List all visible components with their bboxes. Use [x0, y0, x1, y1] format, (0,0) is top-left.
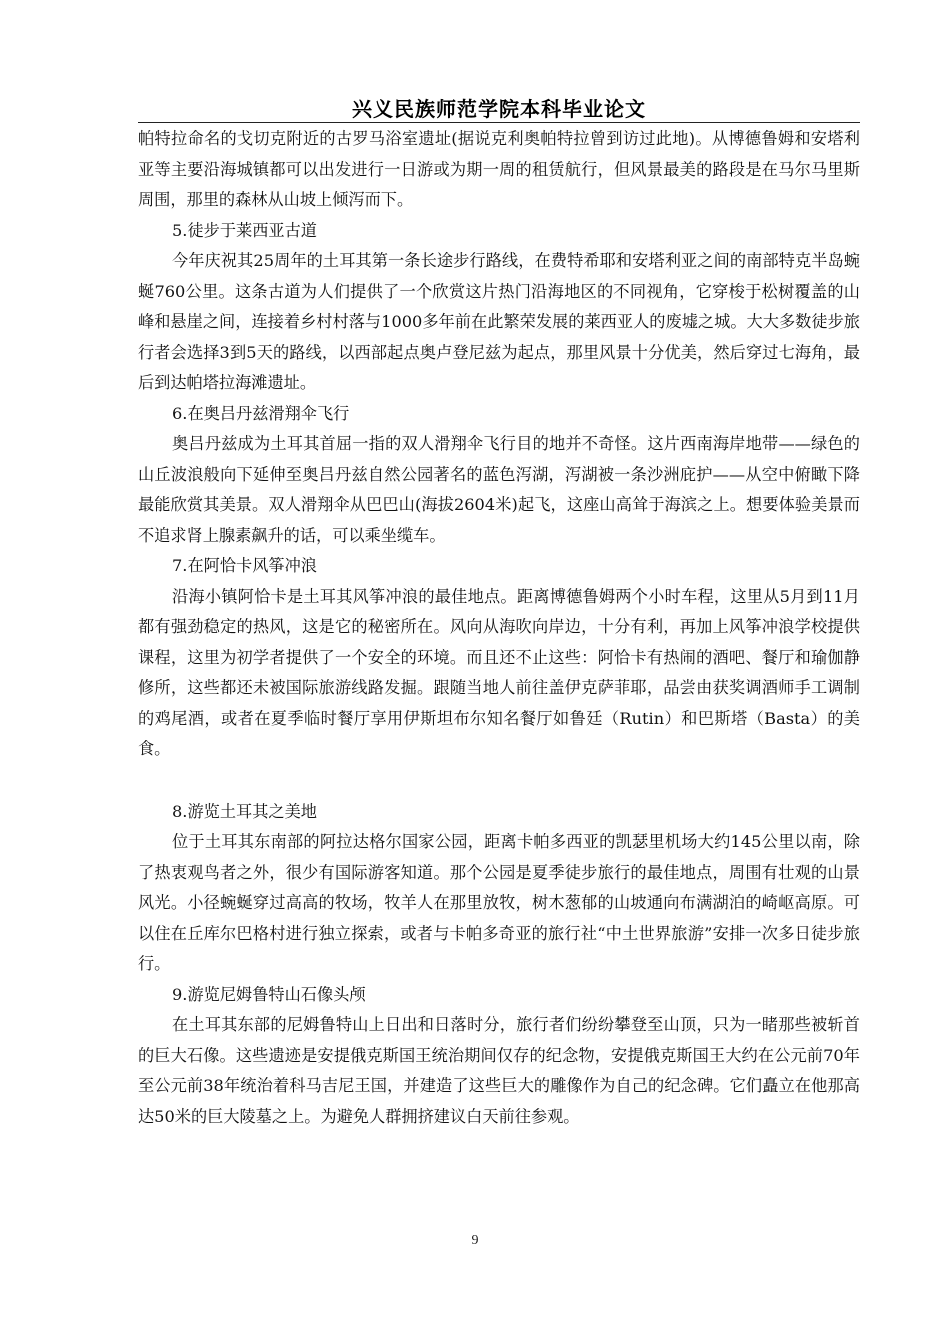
body-paragraph: 位于土耳其东南部的阿拉达格尔国家公园，距离卡帕多西亚的凯瑟里机场大约145公里以南，除了热衷观鸟者之外，很少有国际游客知道。那个公园是夏季徒步旅行的最佳地点，周围有壮观的山景风光。小径蜿蜒穿过高高的牧场，牧羊人在那里放牧，树木葱郁的山坡通向布满湖泊的崎岖高原。可以住在丘库尔巴格村进行独立探索，或者与卡帕多奇亚的旅行社“中土世界旅游”安排一次多日徒步旅行。	[138, 832, 860, 973]
blank-line	[138, 765, 860, 797]
document-body	[138, 124, 860, 1132]
section-heading: 7.在阿恰卡风筝冲浪	[172, 556, 317, 575]
body-paragraph: 在土耳其东部的尼姆鲁特山上日出和日落时分，旅行者们纷纷攀登至山顶，只为一睹那些被斩首的巨大石像。这些遗迹是安提俄克斯国王统治期间仅存的纪念物，安提俄克斯国王大约在公元前70年至公元前38年统治着科马吉尼王国，并建造了这些巨大的雕像作为自己的纪念碑。它们矗立在他那高达50米的巨大陵墓之上。为避免人群拥挤建议白天前往参观。	[138, 1015, 860, 1126]
section-heading: 6.在奥吕丹兹滑翔伞飞行	[172, 403, 350, 423]
page-header	[138, 88, 860, 123]
section-heading: 9.游览尼姆鲁特山石像头颅	[172, 984, 366, 1004]
body-paragraph: 今年庆祝其25周年的土耳其第一条长途步行路线，在费特希耶和安塔利亚之间的南部特克半岛蜿蜒760公里。这条古道为人们提供了一个欣赏这片热门沿海地区的不同视角，它穿梭于松树覆盖的山峰和悬崖之间，连接着乡村村落与1000多年前在此繁荣发展的莱西亚人的废墟之城。大大多数徒步旅行者会选择3到5天的路线，以西部起点奥卢登尼兹为起点，那里风景十分优美，然后穿过七海角，最后到达帕塔拉海滩遗址。	[138, 251, 860, 392]
body-paragraph: 沿海小镇阿恰卡是土耳其风筝冲浪的最佳地点。距离博德鲁姆两个小时车程，这里从5月到11月都有强劲稳定的热风，这是它的秘密所在。风向从海吹向岸边，十分有利，再加上风筝冲浪学校提供课程，这里为初学者提供了一个安全的环境。而且还不止这些：阿恰卡有热闹的酒吧、餐厅和瑜伽静修所，这些都还未被国际旅游线路发掘。跟随当地人前往盖伊克萨菲耶，品尝由获奖调酒师手工调制的鸡尾酒，或者在夏季临时餐厅享用伊斯坦布尔知名餐厅如鲁廷（Rutin）和巴斯塔（Basta）的美食。	[138, 586, 860, 758]
body-paragraph: 奥吕丹兹成为土耳其首屈一指的双人滑翔伞飞行目的地并不奇怪。这片西南海岸地带——绿色的山丘波浪般向下延伸至奥吕丹兹自然公园著名的蓝色泻湖，泻湖被一条沙洲庇护——从空中俯瞰下降最能欣赏其美景。双人滑翔伞从巴巴山(海拔2604米)起飞，这座山高耸于海滨之上。想要体验美景而不追求肾上腺素飙升的话，可以乘坐缆车。	[138, 434, 860, 545]
page-number: 9	[471, 1233, 479, 1248]
section-heading: 5.徒步于莱西亚古道	[172, 220, 317, 240]
section-heading: 8.游览土耳其之美地	[172, 801, 317, 821]
header-title: 兴义民族师范学院本科毕业论文	[352, 97, 646, 121]
body-paragraph: 帕特拉命名的戈切克附近的古罗马浴室遗址(据说克利奥帕特拉曾到访过此地)。从博德鲁姆和安塔利亚等主要沿海城镇都可以出发进行一日游或为期一周的租赁航行，但风景最美的路段是在马尔马里斯周围，那里的森林从山坡上倾泻而下。	[138, 129, 860, 209]
